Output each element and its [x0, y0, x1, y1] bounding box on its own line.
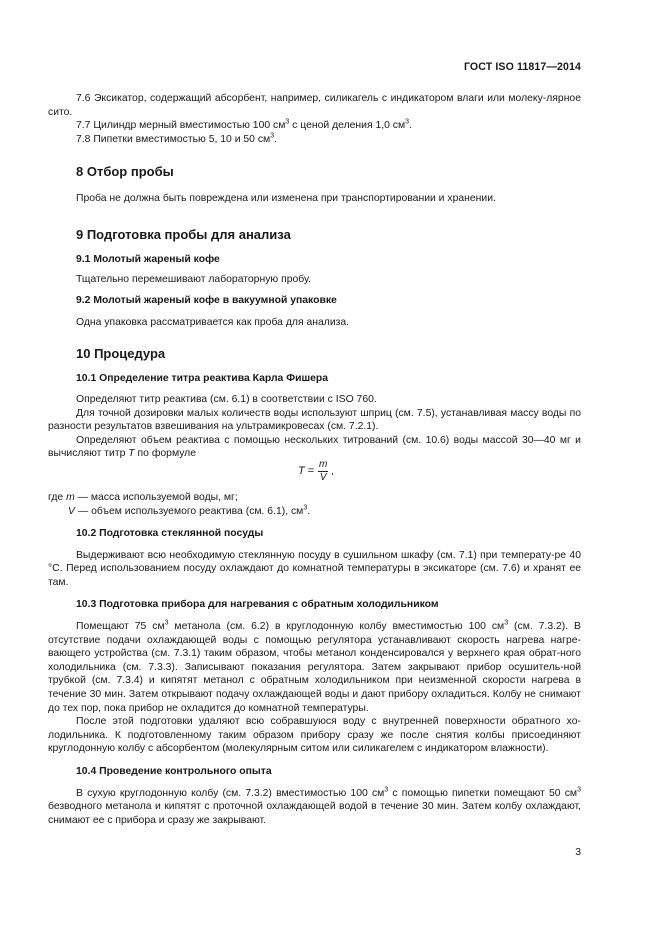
item-7-7: 7.7 Цилиндр мерный вместимостью 100 $см^3$ с ценой деления 1,0 $см^3$.: [76, 118, 412, 132]
formula-numerator: m: [319, 458, 328, 470]
subsection-10-3-title: 10.3 Подготовка прибора для нагревания с обратным холодильником: [76, 599, 439, 611]
subsection-9-1-text: Тщательно перемешивают лабораторную пробу.: [76, 273, 312, 285]
page-number: 3: [575, 847, 581, 858]
subsection-10-4-title: 10.4 Проведение контрольного опыта: [76, 766, 272, 777]
section-10-title: 10 Процедура: [76, 346, 166, 362]
section-8-title: 8 Отбор пробы: [76, 164, 174, 180]
subsection-9-2-text: Одна упаковка рассматривается как проба для анализа.: [76, 316, 350, 328]
subsection-10-4-text: В сухую круглодонную колбу (см. 7.3.2) вместимостью 100 $см^3$ с помощью пипетки помещают 50 $см^3$ безводного метанола и кипятят с проточной охлаждающей водой в течение 30 мин. Затем колбу охлаждают, снимают ее с прибора и сразу же закрывают.: [48, 786, 581, 826]
subsection-10-2-title: 10.2 Подготовка стеклянной посуды: [76, 528, 264, 540]
section-9-title: 9 Подготовка пробы для анализа: [76, 226, 291, 242]
subsection-9-1-title: 9.1 Молотый жареный кофе: [76, 253, 220, 265]
subsection-10-1-text-c: Определяют объем реактива с помощью нескольких титрований (см. 10.6) воды массой 30—40 мг и вычисляют титр T по формуле: [48, 434, 581, 460]
formula-denominator: V: [319, 471, 327, 483]
legend-m: где m — масса используемой воды, мг;: [48, 491, 238, 503]
subsection-10-1-text-a: Определяют титр реактива (см. 6.1) в соответствии с ISO 760.: [76, 393, 377, 405]
section-8-text: Проба не должна быть повреждена или изменена при транспортировании и хранении.: [76, 193, 496, 205]
item-7-6: 7.6 Эксикатор, содержащий абсорбент, например, силикагель с индикатором влаги или молеку-лярное сито.: [48, 93, 581, 118]
item-7-8: 7.8 Пипетки вместимостью 5, 10 и 50 $см^3$.: [76, 132, 277, 145]
titer-formula: [48, 458, 581, 491]
page-content: [48, 92, 581, 827]
formula-lhs: T =: [298, 464, 315, 477]
subsection-10-1-title: 10.1 Определение титра реактива Карла Фишера: [76, 373, 329, 385]
subsection-10-3-text-a: Помещают 75 $см^3$ метанола (см. 6.2) в круглодонную колбу вместимостью 100 $см^3$ (см. 7.3.2). В отсутствие подачи охлаждающей воды с помощью регулятора устанавливают скорость нагрева нагре-вающего устройства (см. 7.3.1) таким образом, чтобы метанол конденсировался у верхнего края обрат-ного холодильника (см. 7.3.3). Записывают показания регулятора. Затем закрывают прибор осушитель-ной трубкой (см. 7.3.4) и кипятят метанол с обратным холодильником при неизменной скорости нагрева в течение 30 мин. Затем открывают подачу охлаждающей воды и дают прибору охладиться. Колбу не снимают до тех пор, пока прибор не охладится до комнатной температуры.: [48, 619, 581, 714]
subsection-10-1-text-b: Для точной дозировки малых количеств воды используют шприц (см. 7.5), устанавливая массу воды по разности результатов взвешивания на ультрамикровесах (см. 7.2.1).: [48, 407, 581, 433]
formula-fraction: [318, 459, 328, 484]
standard-number-header: ГОСТ ISO 11817—2014: [463, 61, 581, 73]
subsection-10-2-text: Выдерживают всю необходимую стеклянную посуду в сушильном шкафу (см. 7.1) при температу-ре 40 °C. Перед использованием посуду охлаждают до комнатной температуры в эксикаторе (см. 7.6) и хранят ее там.: [48, 549, 581, 588]
formula-end: ,: [331, 465, 334, 477]
subsection-9-2-title: 9.2 Молотый жареный кофе в вакуумной упаковке: [76, 295, 337, 307]
subsection-10-3-text-b: После этой подготовки удаляют всю собравшуюся воду с внутренней поверхности обратного хо-лодильника. К подготовленному таким образом прибору сразу же после снятия колбы присоединяют круглодонную колбу с абсорбентом (молекулярным ситом или силикагелем с индикатором влажности).: [48, 716, 581, 755]
legend-v: V — объем используемого реактива (см. 6.1), $см^3$.: [68, 504, 311, 517]
